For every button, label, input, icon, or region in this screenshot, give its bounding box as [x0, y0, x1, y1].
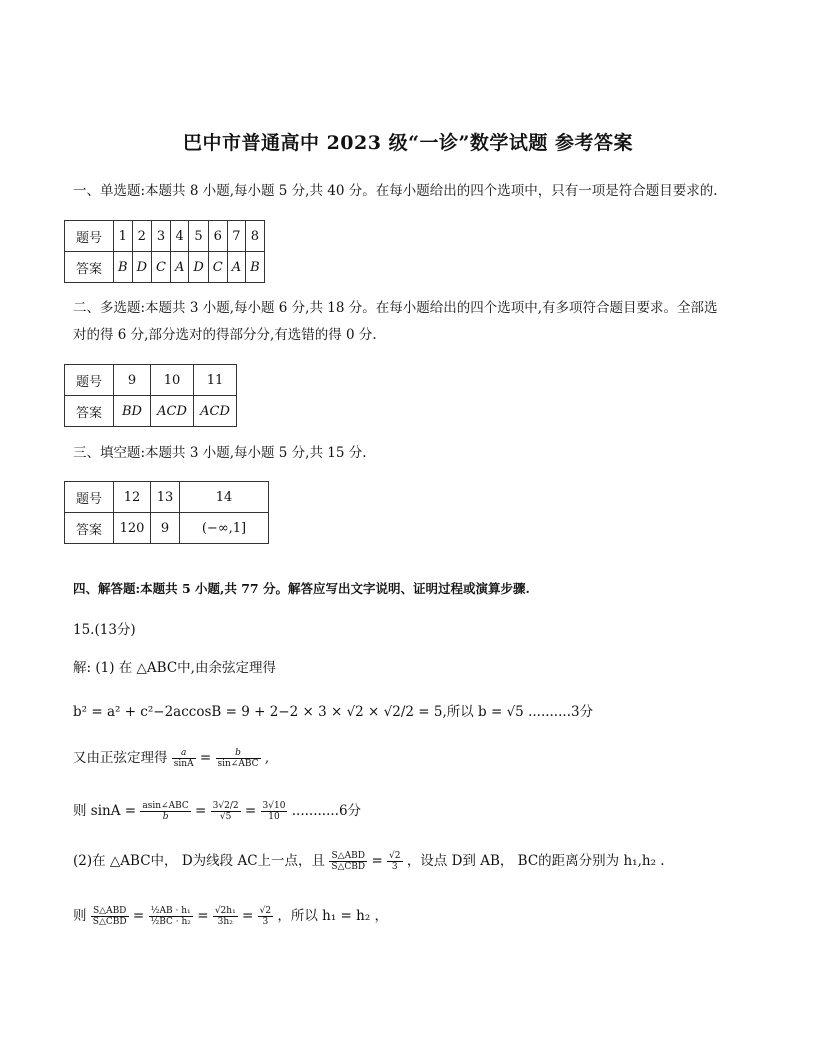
answer-cell: B [114, 252, 133, 283]
answer-cell: D [189, 252, 208, 283]
answer-cell: B [246, 252, 265, 283]
fraction [211, 801, 241, 822]
table-row [65, 513, 269, 544]
solution-line-5 [73, 848, 665, 874]
answer-cell: ACD [194, 396, 237, 427]
fraction [149, 906, 193, 927]
line6-suffix: ，所以 h₁ = h₂ ， [277, 908, 389, 924]
question-number: 14 [180, 482, 269, 513]
section3-answer-table [64, 481, 269, 544]
answer-cell: 9 [151, 513, 180, 544]
question-number: 9 [114, 365, 151, 396]
table-row [65, 365, 237, 396]
line4-suffix: ...........6分 [291, 803, 362, 819]
table-row [65, 221, 265, 252]
answer-cell: A [170, 252, 188, 283]
fraction [213, 906, 238, 927]
fraction-numerator: S△ABD [91, 906, 129, 917]
answer-cell: (−∞,1] [180, 513, 269, 544]
fraction-numerator: ½AB · h₁ [149, 906, 193, 917]
table-row [65, 396, 237, 427]
fraction-denominator: 10 [268, 812, 280, 822]
row-label-question: 题号 [65, 365, 114, 396]
row-label-answer: 答案 [65, 252, 114, 283]
line5-suffix: ，设点 D到 AB， BC的距离分别为 h₁,h₂ . [406, 853, 665, 869]
question-number: 1 [114, 221, 133, 252]
section2-intro-line1: 二、多选题:本题共 3 小题,每小题 6 分,共 18 分。在每小题给出的四个选项中,有多项符合题目要求。全部选 [73, 300, 718, 316]
question-number: 4 [170, 221, 188, 252]
answer-cell: A [227, 252, 245, 283]
section2-answer-table [64, 364, 237, 427]
table-row [65, 252, 265, 283]
fraction-numerator: √2 [259, 906, 272, 916]
fraction [216, 748, 261, 769]
fraction-denominator: S△CBD [92, 917, 127, 927]
fraction-denominator: √5 [219, 812, 232, 822]
fraction [329, 851, 367, 872]
question-number: 12 [114, 482, 151, 513]
line6-prefix: 则 [73, 908, 87, 924]
fraction-numerator: √2 [389, 851, 401, 861]
fraction-denominator: 3 [391, 862, 398, 872]
line3-suffix: , [264, 750, 270, 766]
answer-cell: D [132, 252, 151, 283]
fraction-numerator: b [216, 748, 261, 759]
page-title: 巴中市普通高中 2023 级“一诊”数学试题 参考答案 [182, 132, 634, 154]
row-label-question: 题号 [65, 482, 114, 513]
fraction-numerator: 3√2/2 [212, 801, 239, 811]
row-label-question: 题号 [65, 221, 114, 252]
question-number: 6 [208, 221, 227, 252]
equals-sign: = [371, 853, 383, 869]
section1-intro: 一、单选题:本题共 8 小题,每小题 5 分,共 40 分。在每小题给出的四个选项中，只有一项是符合题目要求的. [73, 183, 718, 199]
fraction-numerator: asin∠ABC [142, 801, 189, 811]
fraction-numerator: S△ABD [329, 851, 367, 862]
answer-cell: BD [114, 396, 151, 427]
answer-cell: ACD [151, 396, 194, 427]
row-label-answer: 答案 [65, 396, 114, 427]
fraction-denominator: 3 [262, 917, 269, 927]
fraction [387, 851, 402, 872]
fraction [258, 906, 273, 927]
fraction [172, 748, 196, 769]
fraction [91, 906, 129, 927]
fraction-numerator: √2h₁ [214, 906, 236, 916]
fraction [140, 801, 190, 822]
section4-intro: 四、解答题:本题共 5 小题,共 77 分。解答应写出文字说明、证明过程或演算步骤. [73, 581, 530, 596]
fraction-denominator: b [162, 812, 169, 822]
q15-header: 15.(13分) [73, 622, 136, 638]
solution-line-3: 又由正弦定理得 $\frac{a}{\sin A}$ = $\frac{b}{\text{sin∠ABC}}$ , [73, 748, 270, 769]
question-number: 13 [151, 482, 180, 513]
fraction [261, 801, 288, 822]
section2-intro-line2: 对的得 6 分,部分选对的得部分分,有选错的得 0 分. [73, 327, 377, 343]
question-number: 7 [227, 221, 245, 252]
question-number: 2 [132, 221, 151, 252]
answer-cell: C [152, 252, 171, 283]
section1-answer-table [64, 220, 265, 283]
row-label-answer: 答案 [65, 513, 114, 544]
answer-cell: 120 [114, 513, 151, 544]
question-number: 10 [151, 365, 194, 396]
solution-line-6: 则 $\frac{\text{S△ABD}}{\text{S△CBD}}$ = $\frac{\text{½AB · h₁}}{\text{½BC · h₂}}$ = $\frac{\text{√2h₁}}{\text{3h₂}}$ = $\frac{√2}{3}$ ，所以 h₁ = h₂ ， [73, 906, 389, 927]
solution-line-4: 则 sinA = $\frac{\text{asin∠ABC}}{b}$ = $\frac{3√2/2}{√5}$ = $\frac{3√10}{10}$ ...........6分 [73, 801, 362, 822]
line3-prefix: 又由正弦定理得 [73, 750, 168, 766]
question-number: 8 [246, 221, 265, 252]
solution-line-1: 解: (1) 在 △ABC中,由余弦定理得 [73, 660, 276, 676]
question-number: 11 [194, 365, 237, 396]
line5-prefix: (2)在 △ABC中， D为线段 AC上一点，且 [73, 853, 326, 869]
table-row [65, 482, 269, 513]
fraction-numerator: 3√10 [262, 801, 286, 811]
question-number: 5 [189, 221, 208, 252]
fraction-denominator: sinA [173, 759, 194, 769]
fraction-denominator: S△CBD [331, 862, 366, 872]
fraction-numerator: a [172, 748, 196, 759]
question-number: 3 [152, 221, 171, 252]
fraction-denominator: ½BC · h₂ [150, 917, 191, 927]
fraction-denominator: 3h₂ [217, 917, 233, 927]
answer-cell: C [208, 252, 227, 283]
solution-line-2: b² = a² + c²−2accosB = 9 + 2−2 × 3 × √2 × √2/2 = 5,所以 b = √5 ..........3分 [73, 704, 594, 720]
fraction-denominator: sin∠ABC [217, 759, 259, 769]
line4-prefix: 则 sinA = [73, 803, 137, 819]
section3-intro: 三、填空题:本题共 3 小题,每小题 5 分,共 15 分. [73, 445, 367, 461]
